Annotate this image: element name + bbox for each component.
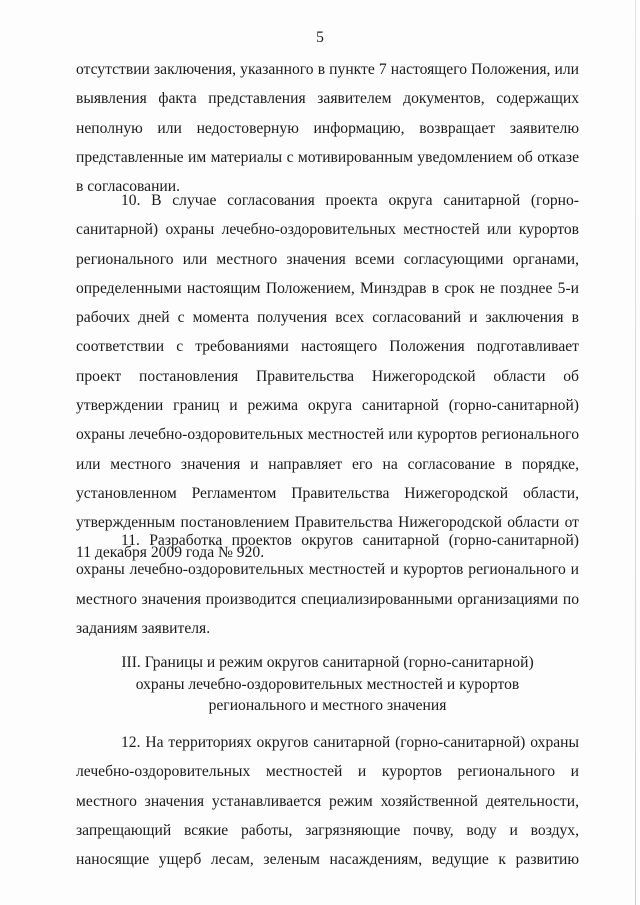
heading-line: регионального и местного значения (208, 697, 447, 714)
text-line: соответствии с требованиями настоящего Положения подготавливает (76, 338, 579, 356)
text-line: рабочих дней с момента получения всех согласований и заключения в (76, 309, 579, 327)
text-line: проект постановления Правительства Нижегородской области об (76, 367, 579, 385)
paragraph-10 (76, 186, 579, 567)
text-line: местного значения производится специализированными организациями по (76, 590, 579, 608)
text-line: лечебно-оздоровительных местностей и курортов регионального и (76, 763, 579, 781)
text-line: или местного значения и направляет его на согласование в порядке, (76, 455, 579, 473)
text-line: заданиям заявителя. (76, 619, 211, 637)
text-line: определенными настоящим Положением, Минздрав в срок не позднее 5-и (76, 279, 579, 297)
text-line: неполную или недостоверную информацию, возвращает заявителю (76, 119, 579, 137)
text-line: запрещающий всякие работы, загрязняющие почву, воду и воздух, (76, 821, 579, 839)
text-line: охраны лечебно-оздоровительных местностей и курортов регионального и (76, 561, 579, 579)
text-line: наносящие ущерб лесам, зеленым насаждениям, ведущие к развитию (76, 851, 579, 869)
heading-line: III. Границы и режим округов санитарной (горно-санитарной) (121, 654, 534, 671)
section-heading (76, 652, 579, 717)
text-line: 10. В случае согласования проекта округа санитарной (горно- (121, 192, 579, 209)
paragraph-12 (76, 728, 579, 874)
text-line: установленном Регламентом Правительства Нижегородской области, (76, 484, 579, 502)
text-line: санитарной) охраны лечебно-оздоровительных местностей или курортов (76, 221, 579, 239)
text-line: утверждении границ и режима округа санитарной (горно-санитарной) (76, 397, 579, 415)
text-line: утвержденным постановлением Правительства Нижегородской области от (76, 514, 579, 532)
page-edge-line (635, 0, 636, 905)
text-line: местного значения устанавливается режим хозяйственной деятельности, (76, 792, 579, 810)
text-line: охраны лечебно-оздоровительных местностей или курортов регионального (76, 426, 579, 444)
text-line: регионального или местного значения всеми согласующими органами, (76, 250, 579, 268)
text-line: отсутствии заключения, указанного в пункте 7 настоящего Положения, или (76, 61, 579, 78)
text-line: 12. На территориях округов санитарной (горно-санитарной) охраны (121, 734, 579, 751)
text-line: представленные им материалы с мотивированным уведомлением об отказе (76, 148, 579, 166)
paragraph-9-continuation (76, 55, 579, 201)
heading-line: охраны лечебно-оздоровительных местностей и курортов (135, 675, 520, 693)
text-line: в согласовании. (76, 178, 181, 196)
page-number: 5 (316, 29, 324, 46)
text-line: 11. Разработка проектов округов санитарной (горно-санитарной) (121, 532, 579, 549)
text-line: выявления факта представления заявителем документов, содержащих (76, 90, 579, 108)
paragraph-11 (76, 526, 579, 643)
text-line: 11 декабря 2009 года № 920. (76, 543, 265, 561)
